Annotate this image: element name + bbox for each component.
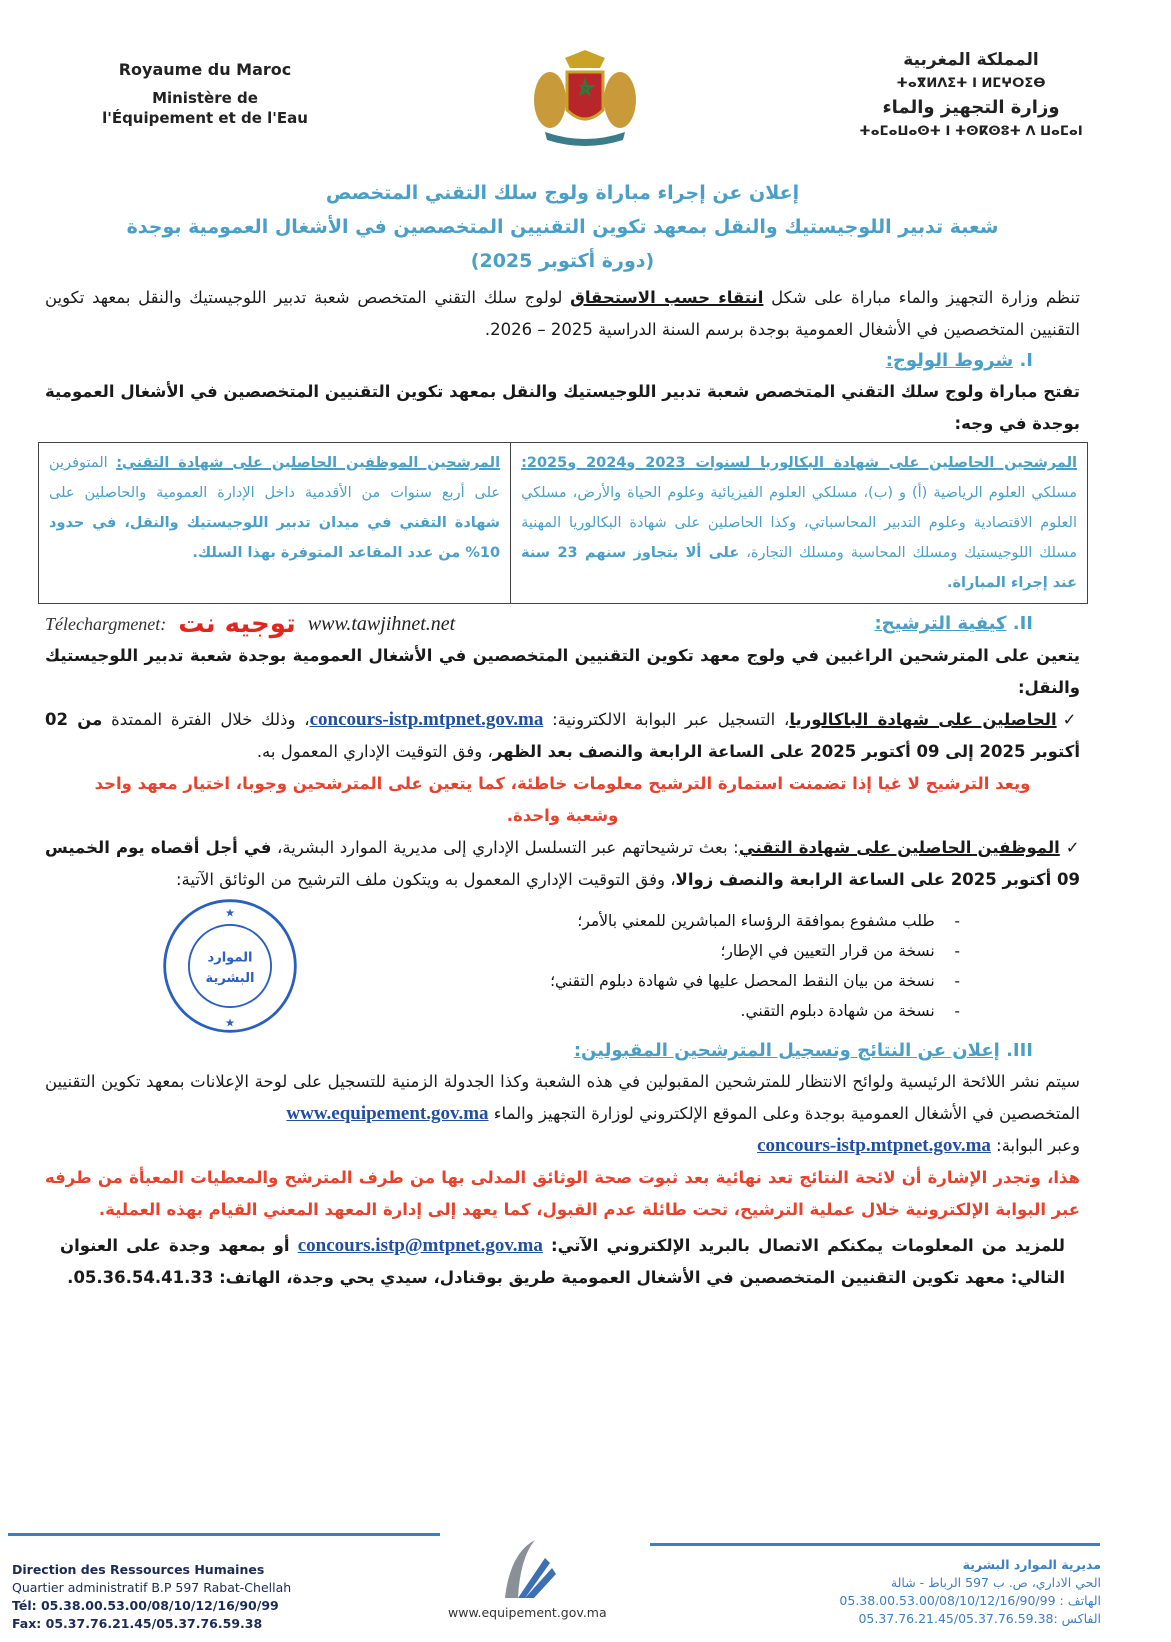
title-line-1: إعلان عن إجراء مباراة ولوج سلك التقني المتخصص — [325, 182, 800, 204]
footer-divider-left — [8, 1533, 440, 1536]
header-arabic — [851, 48, 1091, 144]
footer-divider-right — [650, 1543, 1100, 1546]
check-icon: ✓ — [1062, 710, 1081, 729]
equipement-link[interactable]: www.equipement.gov.ma — [286, 1103, 489, 1124]
documents-list — [550, 906, 960, 1026]
portal-link[interactable]: concours-istp.mtpnet.gov.ma — [309, 709, 544, 730]
results-paragraph: سيتم نشر اللائحة الرئيسية ولوائح الانتظار للمترشحين المقبولين في هذه الشعبة وكذا الجدولة الزمنية للتسجيل على لوحة الإعلانات بمعهد تكوين التقنيين المتخصصين في الأشغال العمومية بوجدة وعلى الموقع الإلكتروني لوزارة التجهيز والماء www.equipement.gov.ma وعبر البوابة: concours-istp.mtpnet.gov.ma — [45, 1072, 1080, 1156]
check-icon: ✓ — [1065, 838, 1080, 857]
title-line-3: (دورة أكتوبر 2025) — [470, 250, 655, 272]
intro-paragraph: تنظم وزارة التجهيز والماء مباراة على شكل انتقاء حسب الاستحقاق لولوج سلك التقني المتخصص شعبة تدبير اللوجيستيك والنقل بمعهد تكوين التقنيين المتخصصين في الأشغال العمومية بوجدة برسم السنة الدراسية 2025 – 2026. — [45, 288, 1080, 339]
section-2-heading: II. كيفية الترشيح: — [874, 613, 1033, 634]
tech-candidates-paragraph: ✓الموظفين الحاصلين على شهادة التقني: بعث ترشيحاتهم عبر التسلسل الإداري إلى مديرية الموارد البشرية، في أجل أقصاه يوم الخميس 09 أكتوبر 2025 على الساعة الرابعة والنصف زوالا، وفق التوقيت الإداري المعمول به ويتكون ملف الترشيح من الوثائق الآتية: — [45, 838, 1080, 889]
tawjihnet-watermark — [45, 608, 455, 640]
svg-text:البشرية: البشرية — [205, 970, 255, 986]
eligibility-table — [38, 442, 1088, 604]
bac-candidates-paragraph: ✓الحاصلين على شهادة الباكالوريا، التسجيل عبر البوابة الالكترونية: concours-istp.mtpnet.gov.ma، وذلك خلال الفترة الممتدة من 02 أكتوبر 2025 إلى 09 أكتوبر 2025 على الساعة الرابعة والنصف بعد الظهر، وفق التوقيت الإداري المعمول به. — [45, 709, 1081, 761]
ar-country: المملكة المغربية — [903, 50, 1039, 70]
title-line-2: شعبة تدبير اللوجيستيك والنقل بمعهد تكوين التقنيين المتخصصين في الأشغال العمومية بوجدة — [126, 216, 999, 238]
ministry-logo — [490, 1538, 560, 1600]
footer-french: Direction des Ressources Humaines Quartier administratif B.P 597 Rabat-Chellah Tél: 05.38.00.53.00/08/10/12/16/90/99 Fax: 05.37.76.21.45/05.37.76.59.38 — [12, 1562, 292, 1631]
results-warning: هذا، وتجدر الإشارة أن لائحة النتائج تعد نهائية بعد ثبوت صحة الوثائق المدلى بها من طرف المترشح والمعطيات المعبأة من طرفه عبر البوابة الإلكترونية خلال عملية الترشيح، تحت طائلة عدم القبول، كما يعهد إلى إدارة المعهد المعني القيام بهذه العملية. — [45, 1168, 1080, 1219]
contact-paragraph: للمزيد من المعلومات يمكنكم الاتصال بالبريد الإلكتروني الآتي: concours.istp@mtpnet.gov.ma أو بمعهد وجدة على العنوان التالي: معهد تكوين التقنيين المتخصصين في الأشغال العمومية طريق بوقنادل، سيدي يحي وجدة، الهاتف: 05.36.54.41.33. — [60, 1235, 1065, 1287]
candidacy-warning: ويعد الترشيح لا غيا إذا تضمنت استمارة الترشيح معلومات خاطئة، كما يتعين على المترشحين وجوبا، اختيار معهد واحد وشعبة واحدة. — [94, 774, 1031, 825]
document-item: - طلب مشفوع بموافقة الرؤساء المباشرين للمعني بالأمر؛ — [577, 912, 960, 930]
watermark-brand: توجيه نت — [178, 609, 296, 639]
document-item: - نسخة من قرار التعيين في الإطار؛ — [720, 942, 960, 960]
fr-ministry-2: l'Équipement et de l'Eau — [102, 109, 308, 127]
tifinagh-ministry: ⵜⴰⵎⴰⵡⴰⵙⵜ ⵏ ⵜⵙⴽⵙⵓⵜ ⴷ ⵡⴰⵎⴰⵏ — [859, 124, 1083, 139]
document-item: - نسخة من بيان النقط المحصل عليها في شهادة دبلوم التقني؛ — [550, 972, 960, 990]
cell-baccalaureate: المرشحين الحاصلين على شهادة البكالوريا لسنوات 2023 و2024 و2025: مسلكي العلوم الرياضية (أ) و (ب)، مسلكي العلوم الفيزيائية وعلوم الحياة والأرض، مسلكي العلوم الاقتصادية وعلوم التدبير المحاسباتي، وكذا الحاصلين على شهادة البكالوريا المهنية مسلك اللوجيستيك ومسلك المحاسبة ومسلك التجارة، على ألا يتجاوز سنهم 23 سنة عند إجراء المباراة. — [511, 443, 1088, 604]
svg-text:★: ★ — [224, 1016, 236, 1030]
section-2-text: يتعين على المترشحين الراغبين في ولوج معهد تكوين التقنيين المتخصصين في الأشغال العمومية بوجدة شعبة تدبير اللوجيستيك والنقل: — [45, 646, 1080, 697]
watermark-url[interactable]: www.tawjihnet.net — [307, 612, 456, 635]
footer-arabic: مديرية الموارد البشرية الحي الاداري، ص. ب 597 الرباط - شالة الهاتف : 05.38.00.53.00/08/10/12/16/90/99 الفاكس :05.37.76.21.45/05.37.76.59.38 — [839, 1557, 1101, 1626]
fr-country: Royaume du Maroc — [118, 60, 292, 79]
email-link[interactable]: concours.istp@mtpnet.gov.ma — [297, 1235, 543, 1256]
section-3-heading: III. إعلان عن النتائج وتسجيل المترشحين المقبولين: — [573, 1040, 1033, 1061]
tifinagh-country: ⵜⴰⴳⵍⴷⵉⵜ ⵏ ⵍⵎⵖⵔⵉⴱ — [896, 76, 1046, 91]
official-stamp — [160, 896, 300, 1036]
ar-ministry: وزارة التجهيز والماء — [882, 97, 1060, 118]
portal-link-2[interactable]: concours-istp.mtpnet.gov.ma — [757, 1135, 991, 1156]
watermark-label: Télechargmenet: — [45, 613, 167, 634]
fr-ministry-1: Ministère de — [152, 89, 258, 107]
section-1-heading: I. شروط الولوج: — [885, 350, 1033, 371]
svg-text:الموارد: الموارد — [207, 950, 253, 966]
coat-of-arms-emblem — [525, 50, 645, 150]
document-item: - نسخة من شهادة دبلوم التقني. — [740, 1002, 960, 1020]
section-2-heading-row — [45, 608, 1080, 640]
cell-technician: المرشحين الموظفين الحاصلين على شهادة التقني: المتوفرين على أربع سنوات من الأقدمية داخل الإدارة العمومية والحاصلين على شهادة التقني في ميدان تدبير اللوجيستيك والنقل، في حدود 10% من عدد المقاعد المتوفرة بهذا السلك. — [39, 443, 511, 604]
svg-text:★: ★ — [224, 906, 236, 920]
header-french — [70, 60, 340, 128]
section-1-text: تفتح مباراة ولوج سلك التقني المتخصص شعبة تدبير اللوجيستيك والنقل بمعهد تكوين التقنيين المتخصصين في الأشغال العمومية بوجدة في وجه: — [45, 382, 1080, 433]
document-body — [45, 176, 1080, 1294]
documents-row — [45, 896, 1080, 1036]
footer-website[interactable]: www.equipement.gov.ma — [448, 1605, 607, 1620]
